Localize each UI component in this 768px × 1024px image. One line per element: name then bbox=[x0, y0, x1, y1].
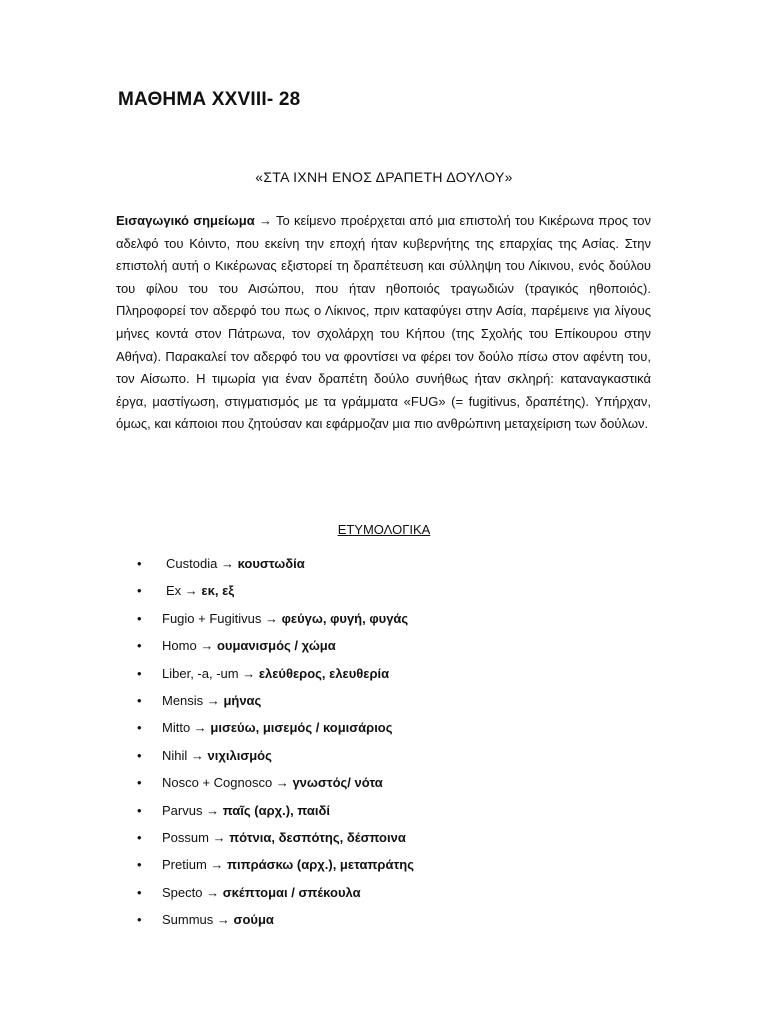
list-item bbox=[133, 853, 414, 880]
greek-derivative: ελεύθερος, ελευθερία bbox=[258, 665, 390, 681]
list-item bbox=[133, 771, 414, 798]
list-item bbox=[133, 662, 414, 689]
page-title: ΜΑΘΗΜΑ XXVIII- 28 bbox=[118, 89, 301, 110]
list-item bbox=[133, 908, 414, 935]
intro-text: Το κείμενο προέρχεται από μια επιστολή του Κικέρωνα προς τον αδελφό του Κόιντο, που εκείνη την εποχή ήταν κυβερνήτης της επαρχίας της Ασίας. Στην επιστολή αυτή ο Κικέρωνας εξιστορεί τη δραπέτευση και σύλληψη του Λίκινου, ενός δούλου του φίλου του του Αισώπου, που ήταν ηθοποιός τραγωδιών (τραγικός ηθοποιός). Πληροφορεί τον αδερφό του πως ο Λίκινος, πριν καταφύγει στην Ασία, παρέμεινε για λίγους μήνες κοντά στον Πάτρωνα, τον σχολάρχη του Κήπου (της Σχολής του Επίκουρου στην Αθήνα). Παρακαλεί τον αδερφό του να φροντίσει να φέρει τον δούλο πίσω στον αφέντη του, τον Αίσωπο. Η τιμωρία για έναν δραπέτη δούλο συνήθως ήταν σκληρή: καταναγκαστικά έργα, μαστίγωση, στιγματισμός με τα γράμματα «FUG» (= fugitivus, δραπέτης). Υπήρχαν, όμως, και κάποιοι που ζητούσαν και εφάρμοζαν μια πιο ανθρώπινη μεταχείριση των δούλων. bbox=[116, 213, 651, 432]
bullet-icon: • bbox=[137, 802, 142, 818]
latin-term: Summus bbox=[162, 912, 214, 928]
bullet-icon: • bbox=[137, 720, 142, 736]
latin-term: Parvus bbox=[162, 802, 203, 818]
greek-derivative: μήνας bbox=[223, 692, 262, 708]
right-arrow-icon: → bbox=[258, 213, 272, 228]
right-arrow-icon: → bbox=[206, 802, 220, 818]
latin-term: Homo bbox=[162, 638, 197, 654]
list-item bbox=[133, 744, 414, 771]
greek-derivative: σκέπτομαι / σπέκουλα bbox=[222, 884, 361, 900]
right-arrow-icon: → bbox=[206, 884, 220, 900]
right-arrow-icon: → bbox=[184, 583, 198, 599]
greek-derivative: πιπράσκω (αρχ.), μεταπράτης bbox=[227, 857, 414, 873]
bullet-icon: • bbox=[137, 638, 142, 654]
latin-term: Specto bbox=[162, 884, 203, 900]
bullet-icon: • bbox=[137, 556, 142, 571]
greek-derivative: νιχιλισμός bbox=[207, 747, 272, 763]
bullet-icon: • bbox=[137, 857, 142, 873]
latin-term: Liber, -a, -um bbox=[162, 665, 239, 681]
latin-term: Mitto bbox=[162, 720, 191, 736]
right-arrow-icon: → bbox=[193, 720, 207, 736]
list-item bbox=[133, 689, 414, 716]
latin-term: Mensis bbox=[162, 692, 204, 708]
latin-term: Custodia bbox=[166, 556, 218, 571]
intro-paragraph bbox=[116, 210, 651, 436]
latin-term: Possum bbox=[162, 829, 209, 845]
list-item bbox=[133, 634, 414, 661]
greek-derivative: εκ, εξ bbox=[201, 583, 235, 599]
bullet-icon: • bbox=[137, 665, 142, 681]
bullet-icon: • bbox=[137, 829, 142, 845]
document-subtitle: «ΣΤΑ ΙΧΝΗ ΕΝΟΣ ΔΡΑΠΕΤΗ ΔΟΥΛΟΥ» bbox=[255, 169, 513, 185]
bullet-icon: • bbox=[137, 775, 142, 791]
right-arrow-icon: → bbox=[264, 610, 278, 626]
greek-derivative: πότνια, δεσπότης, δέσποινα bbox=[229, 829, 406, 845]
list-item bbox=[133, 799, 414, 826]
greek-derivative: ουμανισμός / χώμα bbox=[216, 638, 336, 654]
latin-term: Fugio + Fugitivus bbox=[162, 610, 262, 626]
greek-derivative: σούμα bbox=[233, 912, 274, 928]
right-arrow-icon: → bbox=[220, 556, 234, 571]
list-item bbox=[133, 881, 414, 908]
intro-lead: Εισαγωγικό σημείωμα bbox=[116, 213, 255, 228]
right-arrow-icon: → bbox=[216, 912, 230, 928]
list-item bbox=[133, 826, 414, 853]
right-arrow-icon: → bbox=[190, 747, 204, 763]
bullet-icon: • bbox=[137, 583, 142, 599]
bullet-icon: • bbox=[137, 884, 142, 900]
right-arrow-icon: → bbox=[242, 665, 256, 681]
latin-term: Pretium bbox=[162, 857, 207, 873]
right-arrow-icon: → bbox=[210, 857, 224, 873]
bullet-icon: • bbox=[137, 610, 142, 626]
list-item bbox=[133, 552, 414, 579]
greek-derivative: φεύγω, φυγή, φυγάς bbox=[281, 610, 409, 626]
list-item bbox=[133, 579, 414, 606]
list-item bbox=[133, 607, 414, 634]
greek-derivative: γνωστός/ νότα bbox=[292, 775, 383, 791]
greek-derivative: μισεύω, μισεμός / κομισάριος bbox=[210, 720, 393, 736]
latin-term: Nihil bbox=[162, 747, 188, 763]
right-arrow-icon: → bbox=[275, 775, 289, 791]
latin-term: Ex bbox=[166, 583, 182, 599]
right-arrow-icon: → bbox=[212, 829, 226, 845]
right-arrow-icon: → bbox=[200, 638, 214, 654]
list-item bbox=[133, 716, 414, 743]
etymology-list bbox=[133, 552, 414, 935]
right-arrow-icon: → bbox=[206, 692, 220, 708]
bullet-icon: • bbox=[137, 747, 142, 763]
bullet-icon: • bbox=[137, 692, 142, 708]
etymology-heading: ΕΤΥΜΟΛΟΓΙΚΑ bbox=[337, 522, 431, 537]
greek-derivative: παῖς (αρχ.), παιδί bbox=[222, 802, 330, 818]
bullet-icon: • bbox=[137, 912, 142, 928]
greek-derivative: κουστωδία bbox=[237, 556, 305, 571]
latin-term: Nosco + Cognosco bbox=[162, 775, 273, 791]
